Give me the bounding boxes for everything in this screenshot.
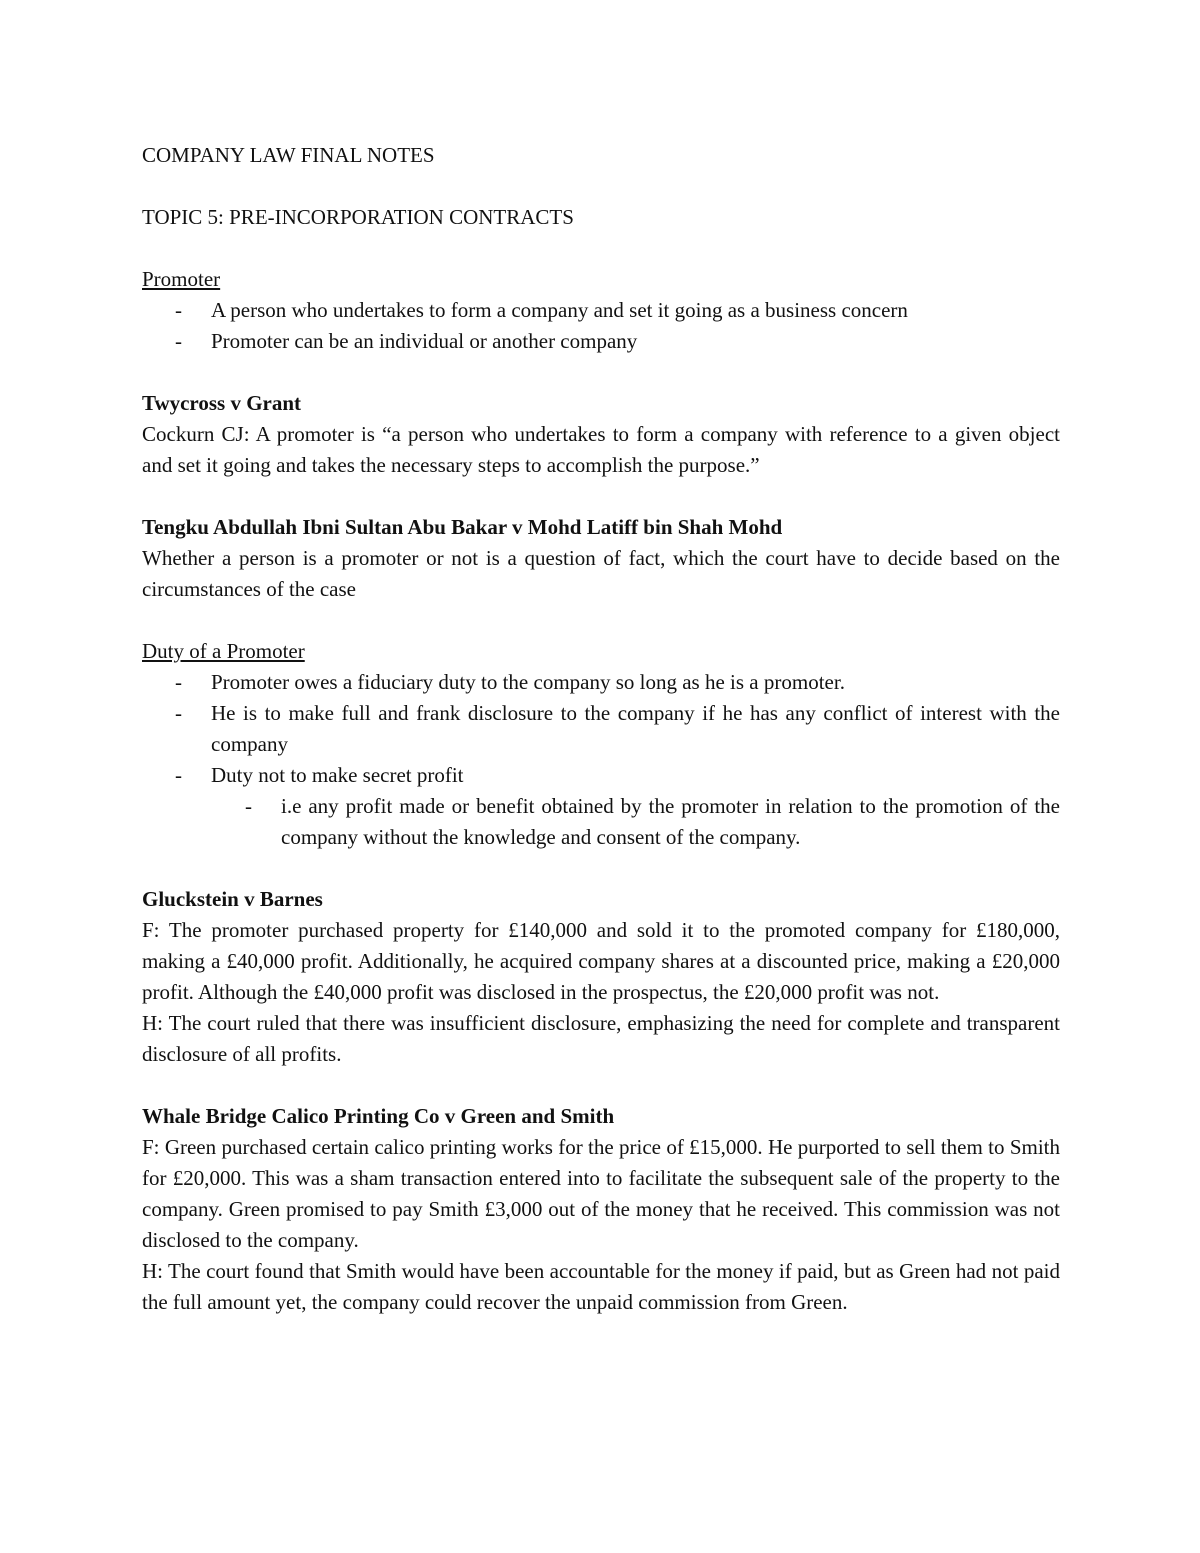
case-name-gluckstein: Gluckstein v Barnes (142, 887, 323, 911)
spacer (142, 481, 1060, 512)
promoter-bullet: - Promoter can be an individual or another company (142, 326, 1060, 357)
case-name-twycross: Twycross v Grant (142, 391, 302, 415)
case-facts-gluckstein: F: The promoter purchased property for £140,000 and sold it to the promoted company for £180,000, making a £40,000 profit. Additionally, he acquired company shares at a discounted price, making a £20,000 profit. Although the £40,000 profit was disclosed in the prospectus, the £20,000 profit was not. (142, 918, 1060, 1004)
promoter-bullet: - A person who undertakes to form a company and set it going as a business concern (142, 295, 1060, 326)
case-facts-whale-bridge: F: Green purchased certain calico printing works for the price of £15,000. He purported to sell them to Smith for £20,000. This was a sham transaction entered into to facilitate the subsequent sale of the property to the company. Green promised to pay Smith £3,000 out of the money that he received. This commission was not disclosed to the company. (142, 1135, 1060, 1252)
case-held-whale-bridge: H: The court found that Smith would have been accountable for the money if paid, but as Green had not paid the full amount yet, the company could recover the unpaid commission from Green. (142, 1259, 1060, 1314)
promoter-heading: Promoter (142, 267, 221, 291)
duty-bullet-list (142, 667, 1060, 791)
document-page (142, 140, 1060, 1318)
promoter-bullet-list (142, 295, 1060, 357)
duty-bullet: - Promoter owes a fiduciary duty to the company so long as he is a promoter. (142, 667, 1060, 698)
spacer (142, 853, 1060, 884)
duty-sub-bullet: - i.e any profit made or benefit obtained by the promoter in relation to the promotion of the company without the knowledge and consent of the company. (142, 791, 1060, 853)
duty-heading: Duty of a Promoter (142, 639, 305, 663)
duty-bullet: - Duty not to make secret profit (142, 760, 1060, 791)
case-text-twycross: Cockurn CJ: A promoter is “a person who undertakes to form a company with reference to a given object and set it going and takes the necessary steps to accomplish the purpose.” (142, 422, 1060, 477)
spacer (142, 233, 1060, 264)
duty-sub-bullet-list (142, 791, 1060, 853)
document-title: COMPANY LAW FINAL NOTES (142, 143, 435, 167)
spacer (142, 1070, 1060, 1101)
case-name-tengku: Tengku Abdullah Ibni Sultan Abu Bakar v Mohd Latiff bin Shah Mohd (142, 515, 783, 539)
case-held-gluckstein: H: The court ruled that there was insufficient disclosure, emphasizing the need for complete and transparent disclosure of all profits. (142, 1011, 1060, 1066)
case-name-whale-bridge: Whale Bridge Calico Printing Co v Green and Smith (142, 1104, 615, 1128)
spacer (142, 357, 1060, 388)
duty-bullet: - He is to make full and frank disclosure to the company if he has any conflict of interest with the company (142, 698, 1060, 760)
case-text-tengku: Whether a person is a promoter or not is a question of fact, which the court have to decide based on the circumstances of the case (142, 546, 1060, 601)
spacer (142, 605, 1060, 636)
topic-heading: TOPIC 5: PRE-INCORPORATION CONTRACTS (142, 205, 574, 229)
spacer (142, 171, 1060, 202)
